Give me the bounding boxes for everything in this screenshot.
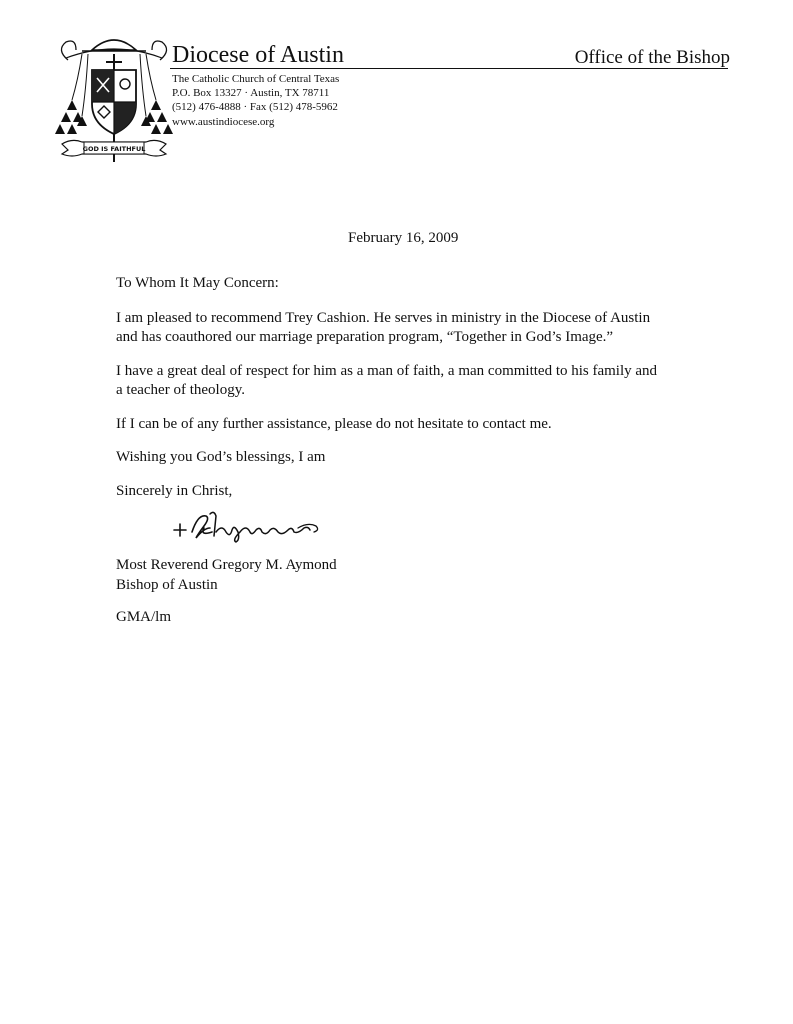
organization-name: Diocese of Austin — [172, 42, 344, 68]
letter-date: February 16, 2009 — [348, 230, 459, 246]
paragraph-line: a teacher of theology. — [116, 382, 245, 398]
paragraph-line: I have a great deal of respect for him as a man of faith, a man committed to his family and — [116, 362, 658, 379]
letterhead-divider — [170, 68, 728, 69]
letter-body — [116, 274, 691, 515]
signer-title: Bishop of Austin — [116, 576, 218, 593]
signer-block — [116, 556, 337, 595]
paragraph-line: I am pleased to recommend Trey Cashion. He serves in ministry in the Diocese of Austin — [116, 309, 651, 326]
reference-initials: GMA/lm — [116, 609, 172, 625]
closing: Sincerely in Christ, — [116, 482, 233, 499]
paragraph-line: and has coauthored our marriage preparation program, “Together in God’s Image.” — [116, 329, 614, 345]
svg-text:GOD IS FAITHFUL: GOD IS FAITHFUL — [82, 145, 146, 153]
paragraph-blessings — [116, 448, 691, 468]
signer-name: Most Reverend Gregory M. Aymond — [116, 557, 337, 573]
contact-line-phone: (512) 476-4888 · Fax (512) 478-5962 — [172, 101, 338, 114]
paragraph-assistance — [116, 415, 691, 435]
coat-of-arms-icon — [52, 20, 176, 168]
paragraph-respect — [116, 362, 691, 401]
handwritten-signature — [170, 506, 330, 546]
paragraph-recommendation — [116, 309, 691, 348]
office-name: Office of the Bishop — [574, 47, 730, 68]
salutation: To Whom It May Concern: — [116, 275, 279, 291]
paragraph-line: Wishing you God’s blessings, I am — [116, 449, 326, 465]
contact-line-address: P.O. Box 13327 · Austin, TX 78711 — [172, 87, 330, 100]
contact-block — [172, 72, 339, 129]
contact-line-website: www.austindiocese.org — [172, 115, 275, 128]
paragraph-line: If I can be of any further assistance, please do not hesitate to contact me. — [116, 415, 552, 432]
contact-line-church: The Catholic Church of Central Texas — [172, 73, 340, 85]
